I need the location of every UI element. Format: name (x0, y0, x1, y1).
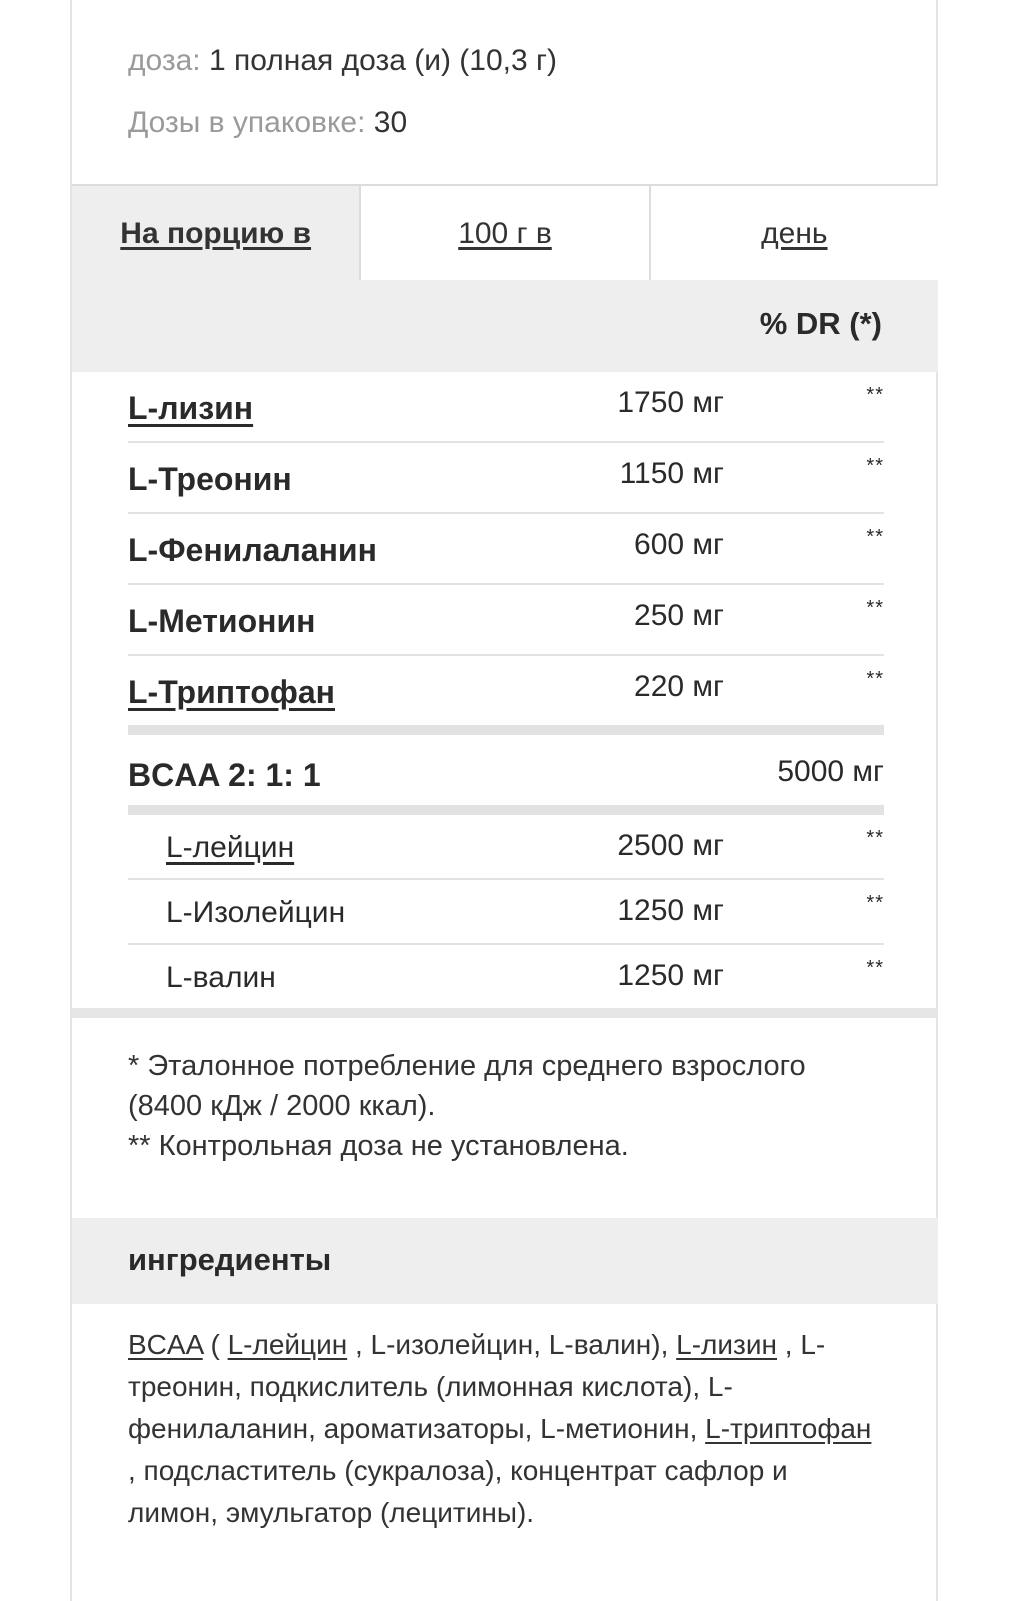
row-dr: ** (866, 668, 884, 690)
table-bottom-divider (72, 1008, 938, 1018)
divider (128, 725, 884, 735)
dose-label: доза: (128, 44, 201, 77)
tab-per-day[interactable]: день (649, 186, 938, 282)
footnotes (128, 1046, 868, 1166)
servings-value: 30 (373, 106, 408, 139)
row-name: L-Изолейцин (166, 896, 346, 929)
table-row (128, 372, 884, 443)
servings-label: Дозы в упаковке: (128, 106, 366, 139)
row-dr: ** (866, 526, 884, 548)
bcaa-name: BCAA 2: 1: 1 (128, 757, 321, 793)
table-header (72, 280, 938, 372)
row-dr: ** (866, 384, 884, 406)
row-dr: ** (866, 827, 884, 849)
ingredients-segment: , L-изолейцин, L-валин), (347, 1329, 677, 1360)
table-row (128, 815, 884, 880)
lysine-ingredient-link[interactable]: L-лизин (676, 1329, 777, 1360)
row-amount: 1250 мг (617, 894, 724, 927)
serving-summary (128, 30, 557, 154)
serving-tabs (72, 184, 938, 282)
servings-line (128, 92, 557, 154)
tab-per-100g[interactable]: 100 г в (359, 186, 648, 282)
ingredients-header (72, 1218, 938, 1304)
row-name: L-Фенилаланин (128, 532, 377, 568)
row-amount: 1750 мг (617, 386, 724, 419)
dose-value: 1 полная доза (и) (10,3 г) (208, 44, 557, 77)
bcaa-link[interactable]: BCAA (128, 1329, 203, 1360)
ingredients-text (128, 1324, 872, 1534)
nutrition-card (70, 0, 938, 1601)
row-name: L-валин (166, 961, 276, 994)
row-amount: 2500 мг (617, 829, 724, 862)
table-row (128, 443, 884, 514)
row-amount: 220 мг (634, 670, 724, 703)
row-name: L-Метионин (128, 603, 316, 639)
row-name: L-Треонин (128, 461, 292, 497)
leucine-link[interactable]: L-лейцин (166, 831, 295, 864)
ingredients-title: ингредиенты (128, 1242, 332, 1277)
ingredients-segment: , подсластитель (сукралоза), концентрат сафлор и лимон, эмульгатор (лецитины). (128, 1455, 788, 1528)
ingredients-segment: , L-треонин, подкислитель (лимонная кислота), L-фенилаланин, ароматизаторы, L-метионин, (128, 1329, 826, 1444)
tab-per-serving[interactable]: На порцию в (72, 186, 359, 282)
row-amount: 250 мг (634, 599, 724, 632)
table-row (128, 945, 884, 1008)
ingredients-segment: ( (202, 1329, 228, 1360)
bcaa-row (128, 735, 884, 805)
row-dr: ** (866, 892, 884, 914)
tryptophan-link[interactable]: L-Триптофан (128, 674, 335, 710)
row-dr: ** (866, 957, 884, 979)
bcaa-amount: 5000 мг (777, 755, 884, 788)
row-amount: 600 мг (634, 528, 724, 561)
lysine-link[interactable]: L-лизин (128, 390, 254, 426)
row-dr: ** (866, 455, 884, 477)
footnote-reference-intake: * Эталонное потребление для среднего взрослого (8400 кДж / 2000 ккал). (128, 1050, 806, 1122)
row-amount: 1250 мг (617, 959, 724, 992)
divider (128, 805, 884, 815)
row-amount: 1150 мг (619, 457, 724, 490)
amino-table (128, 372, 884, 1008)
row-dr: ** (866, 597, 884, 619)
dose-line (128, 30, 557, 92)
table-row (128, 585, 884, 656)
leucine-ingredient-link[interactable]: L-лейцин (227, 1329, 348, 1360)
footnote-no-dose: ** Контрольная доза не установлена. (128, 1130, 629, 1162)
tryptophan-ingredient-link[interactable]: L-триптофан (705, 1413, 872, 1444)
table-row (128, 880, 884, 945)
table-row (128, 514, 884, 585)
table-row (128, 656, 884, 725)
dr-column-header: % DR (*) (759, 306, 882, 341)
